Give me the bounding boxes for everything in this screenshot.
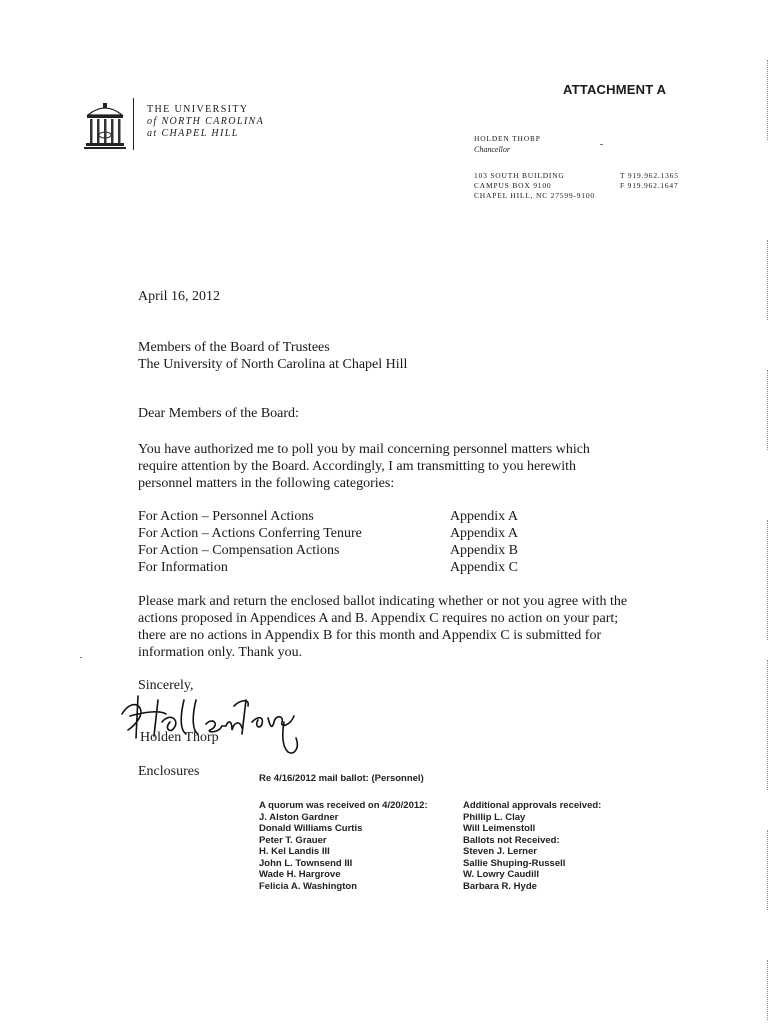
address-line: 103 SOUTH BUILDING (474, 171, 565, 180)
trustee-name: Wade H. Hargrove (259, 869, 341, 880)
scan-edge-mark (765, 370, 768, 450)
trustee-name: Steven J. Lerner (463, 846, 537, 857)
category-label: For Action – Personnel Actions (138, 509, 314, 524)
category-list (138, 508, 518, 576)
category-appendix: Appendix C (449, 560, 518, 575)
trustee-name: Peter T. Grauer (259, 834, 327, 846)
address-line: CAMPUS BOX 9100 (474, 181, 552, 190)
chancellor-name: HOLDEN THORP (474, 134, 541, 143)
address-line: CHAPEL HILL, NC 27599-9100 (474, 191, 595, 200)
instructions-paragraph: Please mark and return the enclosed ballot indicating whether or not you agree with the actions proposed in Appendices A and B. Appendix C requires no action on your part; there are no actions in Appendix B for this month and Appendix C is submitted for information only. Thank you. (138, 594, 628, 660)
salutation: Dear Members of the Board: (138, 406, 299, 421)
university-line: of NORTH CAROLINA (147, 116, 265, 127)
trustee-name: Phillip L. Clay (463, 811, 526, 823)
category-row (138, 525, 518, 542)
old-well-logo-icon (84, 101, 126, 151)
recipient-block (138, 339, 407, 373)
category-label: For Information (138, 560, 228, 575)
trustee-name: W. Lowry Caudill (463, 869, 540, 880)
scan-speck (80, 657, 82, 658)
trustee-name: H. Kel Landis III (259, 846, 330, 857)
attachment-label: ATTACHMENT A (563, 82, 667, 97)
phone-number: T 919.962.1365 (620, 171, 679, 180)
scan-edge-mark (765, 960, 768, 1020)
scan-edge-mark (765, 240, 768, 320)
trustee-name: J. Alston Gardner (259, 811, 339, 823)
additional-heading: Additional approvals received: (463, 800, 602, 811)
trustee-name: Felicia A. Washington (259, 880, 357, 892)
university-line: at CHAPEL HILL (147, 128, 239, 139)
additional-column (463, 800, 601, 892)
header-divider (133, 98, 134, 150)
university-name (147, 104, 264, 140)
not-received-heading: Ballots not Received: (463, 834, 560, 846)
recipient-line: The University of North Carolina at Chapel Hill (138, 357, 408, 372)
fax-number: F 919.962.1647 (620, 181, 679, 190)
letter-date: April 16, 2012 (138, 289, 221, 304)
trustee-name: John L. Townsend III (259, 857, 353, 869)
contact-numbers (620, 171, 679, 191)
closing: Sincerely, (138, 678, 194, 693)
trustee-name: Sallie Shuping-Russell (463, 857, 566, 869)
category-appendix: Appendix B (449, 543, 518, 558)
category-row (138, 508, 518, 525)
trustee-name: Donald Williams Curtis (259, 823, 363, 834)
signatory-name: Holden Thorp (140, 730, 219, 745)
category-label: For Action – Actions Conferring Tenure (138, 526, 362, 541)
university-line: THE UNIVERSITY (147, 104, 249, 115)
category-appendix: Appendix A (449, 526, 518, 541)
scan-edge-mark (765, 660, 768, 790)
scan-edge-mark (765, 830, 768, 910)
recipient-line: Members of the Board of Trustees (138, 340, 330, 355)
category-label: For Action – Compensation Actions (138, 543, 340, 558)
office-address (474, 171, 595, 201)
trustee-name: Will Leimenstoll (463, 823, 536, 834)
chancellor-title: Chancellor (474, 145, 510, 154)
ballot-reference: Re 4/16/2012 mail ballot: (Personnel) (259, 773, 424, 784)
quorum-column (259, 800, 428, 892)
trustee-name: Barbara R. Hyde (463, 880, 537, 892)
scan-speck (600, 144, 603, 145)
category-row (138, 542, 518, 559)
intro-paragraph: You have authorized me to poll you by mail concerning personnel matters which require attention by the Board. Accordingly, I am transmitting to you herewith personnel matters in the following categories: (138, 442, 590, 491)
scan-edge-mark (765, 520, 768, 640)
enclosures-note: Enclosures (138, 764, 200, 779)
category-row (138, 559, 518, 576)
scan-edge-mark (765, 60, 768, 140)
category-appendix: Appendix A (449, 509, 518, 524)
quorum-heading: A quorum was received on 4/20/2012: (259, 800, 428, 811)
